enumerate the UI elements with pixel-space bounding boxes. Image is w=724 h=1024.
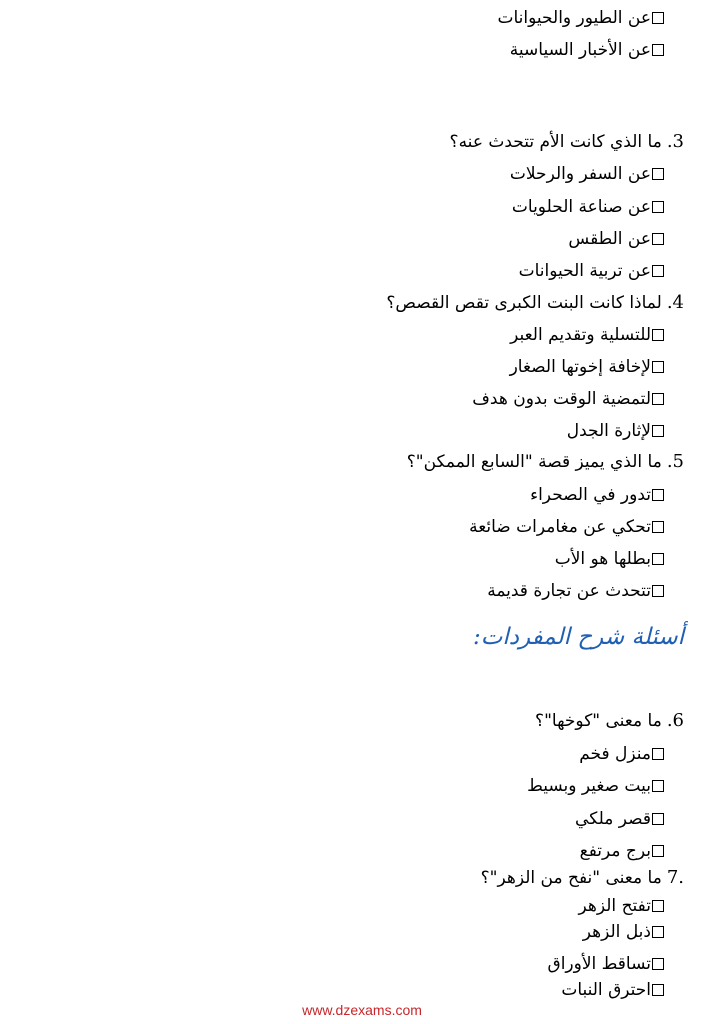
question-text: ما معنى "نفح من الزهر"؟ (480, 868, 662, 888)
option-label: منزل فخم (579, 744, 651, 764)
question-number: 5. (666, 451, 684, 472)
answer-option[interactable] (510, 35, 664, 65)
option-label: عن صناعة الحلويات (511, 197, 651, 217)
option-label: عن تربية الحيوانات (518, 261, 651, 281)
option-label: عن السفر والرحلات (509, 164, 651, 184)
question-6 (535, 706, 684, 736)
answer-option[interactable] (555, 544, 664, 574)
checkbox-icon[interactable] (652, 553, 664, 565)
answer-option[interactable] (510, 159, 664, 189)
question-text: ما الذي يميز قصة "السابع الممكن"؟ (406, 452, 662, 472)
checkbox-icon[interactable] (652, 425, 664, 437)
answer-option[interactable] (487, 576, 664, 606)
answer-option[interactable] (469, 512, 664, 542)
question-number: 3. (666, 131, 684, 152)
option-label: ذبل الزهر (582, 922, 651, 942)
option-label: عن الطيور والحيوانات (497, 8, 651, 28)
answer-option[interactable] (530, 480, 664, 510)
question-5 (407, 447, 684, 477)
checkbox-icon[interactable] (652, 44, 664, 56)
checkbox-icon[interactable] (652, 361, 664, 373)
checkbox-icon[interactable] (652, 984, 664, 996)
question-text: ما الذي كانت الأم تتحدث عنه؟ (449, 132, 662, 152)
checkbox-icon[interactable] (652, 393, 664, 405)
question-text: ما معنى "كوخها"؟ (535, 711, 662, 731)
answer-option[interactable] (512, 192, 664, 222)
question-text: لماذا كانت البنت الكبرى تقص القصص؟ (386, 293, 662, 313)
footer-url[interactable]: www.dzexams.com (302, 1002, 422, 1018)
answer-option[interactable] (527, 771, 664, 801)
answer-option[interactable] (498, 3, 665, 33)
option-label: لإخافة إخوتها الصغار (509, 357, 651, 377)
answer-option[interactable] (575, 804, 664, 834)
checkbox-icon[interactable] (652, 813, 664, 825)
option-label: قصر ملكي (575, 809, 651, 829)
question-number: .7 (666, 867, 684, 888)
checkbox-icon[interactable] (652, 780, 664, 792)
checkbox-icon[interactable] (652, 201, 664, 213)
option-label: عن الطقس (568, 229, 651, 249)
option-label: لتمضية الوقت بدون هدف (472, 389, 651, 409)
answer-option[interactable] (567, 416, 664, 446)
option-label: تساقط الأوراق (547, 954, 651, 974)
checkbox-icon[interactable] (652, 521, 664, 533)
option-label: للتسلية وتقديم العبر (510, 325, 651, 345)
option-label: بطلها هو الأب (554, 549, 651, 569)
answer-option[interactable] (568, 224, 664, 254)
option-label: لإثارة الجدل (566, 421, 651, 441)
checkbox-icon[interactable] (652, 958, 664, 970)
checkbox-icon[interactable] (652, 845, 664, 857)
option-label: برج مرتفع (579, 841, 651, 861)
option-label: تدور في الصحراء (530, 485, 651, 505)
option-label: تفتح الزهر (578, 896, 651, 916)
checkbox-icon[interactable] (652, 748, 664, 760)
checkbox-icon[interactable] (652, 168, 664, 180)
answer-option[interactable] (519, 256, 664, 286)
option-label: تحكي عن مغامرات ضائعة (469, 517, 651, 537)
checkbox-icon[interactable] (652, 233, 664, 245)
answer-option[interactable] (579, 739, 664, 769)
answer-option[interactable] (580, 836, 664, 866)
question-number: 4. (666, 292, 684, 313)
checkbox-icon[interactable] (652, 12, 664, 24)
answer-option[interactable] (510, 320, 664, 350)
checkbox-icon[interactable] (652, 926, 664, 938)
option-label: احترق النبات (561, 980, 651, 1000)
answer-option[interactable] (583, 917, 664, 947)
option-label: تتحدث عن تجارة قديمة (487, 581, 651, 601)
answer-option[interactable] (472, 384, 664, 414)
checkbox-icon[interactable] (652, 329, 664, 341)
answer-option[interactable] (510, 352, 664, 382)
option-label: عن الأخبار السياسية (509, 40, 651, 60)
checkbox-icon[interactable] (652, 489, 664, 501)
checkbox-icon[interactable] (652, 585, 664, 597)
question-7 (481, 863, 684, 893)
checkbox-icon[interactable] (652, 900, 664, 912)
question-3 (450, 127, 684, 157)
question-number: 6. (666, 710, 684, 731)
question-4 (386, 288, 684, 318)
option-label: بيت صغير وبسيط (527, 776, 651, 796)
section-heading: أسئلة شرح المفردات: (472, 624, 684, 650)
checkbox-icon[interactable] (652, 265, 664, 277)
